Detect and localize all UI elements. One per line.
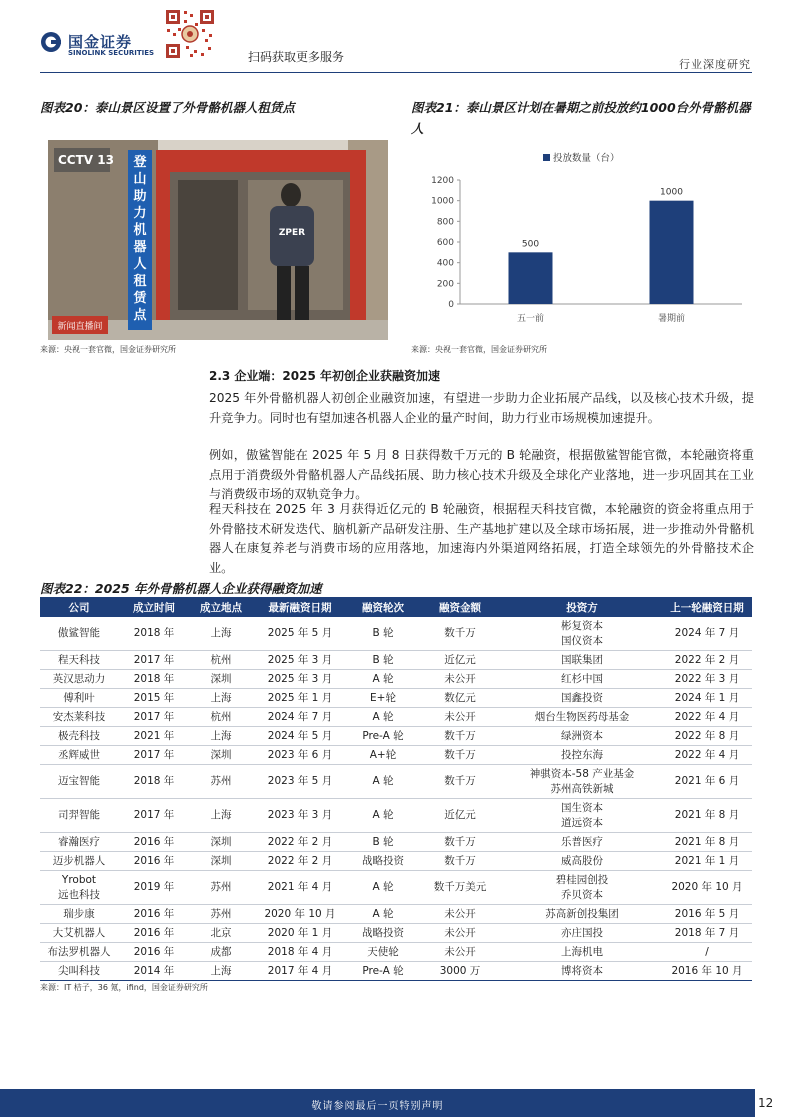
company-logo-text: 国金证券 (68, 33, 133, 51)
photo-cctv-text: CCTV 13 (58, 153, 114, 167)
column-header: 最新融资日期 (252, 597, 348, 617)
table-row (40, 943, 752, 962)
qr-caption: 扫码获取更多服务 (248, 50, 345, 64)
table-cell: 2018 年 7 月 (662, 924, 752, 943)
table-cell: 2025 年 5 月 (252, 617, 348, 651)
figure-22-title: 图表22：2025 年外骨骼机器人企业获得融资加速 (40, 581, 322, 596)
table-cell: 2022 年 3 月 (662, 670, 752, 689)
table-cell: 未公开 (418, 905, 502, 924)
table-cell: 2021 年 (118, 727, 190, 746)
table-cell: 未公开 (418, 670, 502, 689)
table-cell: 2017 年 4 月 (252, 962, 348, 981)
table-cell: 3000 万 (418, 962, 502, 981)
table-row (40, 765, 752, 799)
column-header: 投资方 (502, 597, 662, 617)
table-cell: 2016 年 10 月 (662, 962, 752, 981)
legend-label: 投放数量（台） (553, 153, 620, 164)
table-cell: 2023 年 3 月 (252, 799, 348, 833)
x-tick-label: 暑期前 (657, 314, 686, 324)
table-cell: 程天科技 (40, 651, 118, 670)
footer-disclaimer: 敬请参阅最后一页特别声明 (311, 1101, 444, 1112)
table-cell: 绿洲资本 (502, 727, 662, 746)
table-cell: 深圳 (190, 833, 252, 852)
table-cell: 2022 年 8 月 (662, 727, 752, 746)
y-tick-label: 200 (436, 279, 454, 290)
table-cell: 2024 年 5 月 (252, 727, 348, 746)
table-row (40, 617, 752, 651)
table-cell: 数千万 (418, 833, 502, 852)
table-cell: 博将资本 (502, 962, 662, 981)
column-header: 上一轮融资日期 (662, 597, 752, 617)
svg-text:山: 山 (133, 172, 147, 187)
table-header-row (40, 597, 752, 617)
figure-20-title: 图表20：泰山景区设置了外骨骼机器人租赁点 (40, 100, 295, 115)
svg-text:登: 登 (133, 155, 147, 170)
table-cell: 布法罗机器人 (40, 943, 118, 962)
table-row (40, 746, 752, 765)
paragraph-2: 例如，傲鲨智能在 2025 年 5 月 8 日获得数千万元的 B 轮融资，根据傲鲨智能官微，本轮融资将重点用于消费级外骨骼机器人产品线拓展、助力核心技术升级及全球化产业落地，进一步巩固其在工业与消费级市场的双轨竞争力。 (209, 448, 754, 501)
table-cell: 瑞步康 (40, 905, 118, 924)
table-cell: 2022 年 4 月 (662, 746, 752, 765)
table-cell: 上海 (190, 617, 252, 651)
table-cell: A+轮 (348, 746, 418, 765)
table-cell: 2017 年 (118, 746, 190, 765)
table-cell: 烟台生物医药母基金 (502, 708, 662, 727)
figure-21-title: 图表21：泰山景区计划在暑期之前投放约1000台外骨骼机器人 (411, 100, 751, 136)
deployment-bar-chart (412, 144, 762, 340)
table-cell: 战略投资 (348, 852, 418, 871)
table-cell: 迈步机器人 (40, 852, 118, 871)
table-cell: A 轮 (348, 905, 418, 924)
legend-swatch (543, 154, 550, 161)
table-cell: 2022 年 4 月 (662, 708, 752, 727)
table-cell: 2017 年 (118, 651, 190, 670)
qr-code-icon (164, 8, 216, 60)
table-cell: 2021 年 8 月 (662, 833, 752, 852)
bar-value-label: 1000 (660, 187, 683, 198)
table-cell: 数亿元 (418, 689, 502, 708)
table-cell: 2019 年 (118, 871, 190, 905)
table-cell: 尖叫科技 (40, 962, 118, 981)
table-cell: 睿瀚医疗 (40, 833, 118, 852)
logo-icon (40, 31, 62, 53)
table-cell: 2025 年 3 月 (252, 670, 348, 689)
table-cell: 数千万美元 (418, 871, 502, 905)
table-cell: 2021 年 1 月 (662, 852, 752, 871)
table-cell: 北京 (190, 924, 252, 943)
financing-table (40, 597, 752, 981)
table-cell: 数千万 (418, 617, 502, 651)
y-tick-label: 1000 (431, 196, 454, 207)
table-row (40, 708, 752, 727)
table-cell: 天使轮 (348, 943, 418, 962)
svg-text:助: 助 (133, 189, 147, 204)
table-cell: Pre-A 轮 (348, 727, 418, 746)
table-row (40, 852, 752, 871)
x-tick-label: 五一前 (516, 314, 545, 324)
table-cell: 2025 年 3 月 (252, 651, 348, 670)
table-cell: 数千万 (418, 765, 502, 799)
table-cell: 未公开 (418, 943, 502, 962)
table-cell: 傅利叶 (40, 689, 118, 708)
table-cell: 2016 年 (118, 852, 190, 871)
bar-0 (509, 252, 553, 304)
table-cell: 国生资本 道远资本 (502, 799, 662, 833)
table-cell: 2016 年 5 月 (662, 905, 752, 924)
table-cell: 2022 年 2 月 (252, 833, 348, 852)
svg-text:租: 租 (133, 274, 147, 289)
table-cell: 极壳科技 (40, 727, 118, 746)
table-cell: 2022 年 2 月 (252, 852, 348, 871)
figure-22-source: 来源：IT 桔子，36 氪，ifind，国金证券研究所 (40, 983, 208, 992)
table-cell: 2021 年 4 月 (252, 871, 348, 905)
table-cell: 国鑫投资 (502, 689, 662, 708)
table-cell: 2021 年 8 月 (662, 799, 752, 833)
rental-booth-photo (48, 140, 388, 340)
svg-text:力: 力 (133, 206, 147, 221)
y-tick-label: 400 (436, 258, 454, 269)
table-cell: E+轮 (348, 689, 418, 708)
table-cell: 深圳 (190, 852, 252, 871)
table-cell: 2016 年 (118, 943, 190, 962)
table-cell: A 轮 (348, 765, 418, 799)
page-number: 12 (758, 1096, 774, 1110)
table-cell: 2016 年 (118, 905, 190, 924)
table-cell: 2024 年 1 月 (662, 689, 752, 708)
table-cell: 2018 年 (118, 617, 190, 651)
header-divider (40, 72, 752, 73)
table-cell: B 轮 (348, 833, 418, 852)
figure-21-source: 来源：央视一套官微，国金证券研究所 (411, 345, 547, 354)
table-cell: 深圳 (190, 670, 252, 689)
table-cell: 2018 年 (118, 765, 190, 799)
table-row (40, 905, 752, 924)
table-cell: 2016 年 (118, 924, 190, 943)
table-cell: A 轮 (348, 670, 418, 689)
table-row (40, 651, 752, 670)
table-cell: 彬复资本 国仪资本 (502, 617, 662, 651)
table-cell: 苏州 (190, 871, 252, 905)
table-cell: 2023 年 6 月 (252, 746, 348, 765)
table-cell: / (662, 943, 752, 962)
table-cell: 2017 年 (118, 799, 190, 833)
table-cell: 傲鲨智能 (40, 617, 118, 651)
table-cell: 2023 年 5 月 (252, 765, 348, 799)
table-cell: 2025 年 1 月 (252, 689, 348, 708)
table-cell: 杭州 (190, 708, 252, 727)
table-cell: 2015 年 (118, 689, 190, 708)
table-row (40, 670, 752, 689)
table-cell: 成都 (190, 943, 252, 962)
report-type-label: 行业深度研究 (679, 58, 751, 71)
table-cell: 未公开 (418, 924, 502, 943)
column-header: 成立地点 (190, 597, 252, 617)
table-cell: 杭州 (190, 651, 252, 670)
table-cell: 上海 (190, 727, 252, 746)
table-cell: 碧桂园创投 乔贝资本 (502, 871, 662, 905)
table-cell: 2024 年 7 月 (662, 617, 752, 651)
table-cell: 近亿元 (418, 799, 502, 833)
table-cell: 2022 年 2 月 (662, 651, 752, 670)
table-cell: 上海机电 (502, 943, 662, 962)
table-cell: 2014 年 (118, 962, 190, 981)
svg-text:人: 人 (133, 257, 147, 272)
table-cell: 亦庄国投 (502, 924, 662, 943)
table-cell: 迈宝智能 (40, 765, 118, 799)
table-cell: 大艾机器人 (40, 924, 118, 943)
table-cell: 苏州 (190, 765, 252, 799)
table-cell: B 轮 (348, 651, 418, 670)
table-cell: 红杉中国 (502, 670, 662, 689)
table-cell: A 轮 (348, 799, 418, 833)
y-tick-label: 800 (436, 217, 454, 228)
table-cell: 2024 年 7 月 (252, 708, 348, 727)
column-header: 融资轮次 (348, 597, 418, 617)
paragraph-3: 程天科技在 2025 年 3 月获得近亿元的 B 轮融资，根据程天科技官微，本轮融资的资金将重点用于外骨骼技术研发迭代、脑机新产品研发注册、生产基地扩建以及全球市场拓展，进一步推动外骨骼机器人在康复养老与消费市场的应用落地，加速海内外渠道网络拓展，打造全球领先的外骨骼技术企业。 (209, 502, 754, 575)
y-tick-label: 0 (448, 300, 454, 310)
bar-value-label: 500 (521, 239, 540, 250)
table-cell: 2020 年 1 月 (252, 924, 348, 943)
table-cell: 2016 年 (118, 833, 190, 852)
bar-1 (650, 201, 694, 304)
table-cell: A 轮 (348, 871, 418, 905)
table-cell: 苏高新创投集团 (502, 905, 662, 924)
figure-20-source: 来源：央视一套官微，国金证券研究所 (40, 345, 176, 354)
table-cell: 数千万 (418, 746, 502, 765)
table-cell: 司羿智能 (40, 799, 118, 833)
table-cell: 2020 年 10 月 (252, 905, 348, 924)
table-cell: 2017 年 (118, 708, 190, 727)
column-header: 成立时间 (118, 597, 190, 617)
table-cell: 投控东海 (502, 746, 662, 765)
table-cell: 威高股份 (502, 852, 662, 871)
table-row (40, 962, 752, 981)
table-cell: 乐普医疗 (502, 833, 662, 852)
table-row (40, 727, 752, 746)
table-cell: B 轮 (348, 617, 418, 651)
table-cell: 国联集团 (502, 651, 662, 670)
table-cell: 丞辉威世 (40, 746, 118, 765)
table-row (40, 871, 752, 905)
y-tick-label: 600 (436, 238, 454, 248)
table-cell: 上海 (190, 799, 252, 833)
table-cell: 近亿元 (418, 651, 502, 670)
table-cell: 上海 (190, 689, 252, 708)
svg-text:点: 点 (133, 308, 147, 323)
table-cell: 上海 (190, 962, 252, 981)
table-cell: 安杰莱科技 (40, 708, 118, 727)
table-row (40, 924, 752, 943)
section-heading: 2.3 企业端：2025 年初创企业获融资加速 (209, 369, 441, 383)
svg-text:赁: 赁 (133, 291, 147, 306)
table-cell: 战略投资 (348, 924, 418, 943)
svg-text:器: 器 (133, 240, 147, 255)
table-cell: 苏州 (190, 905, 252, 924)
table-cell: 2020 年 10 月 (662, 871, 752, 905)
table-cell: 数千万 (418, 727, 502, 746)
paragraph-1: 2025 年外骨骼机器人初创企业融资加速，有望进一步助力企业拓展产品线，以及核心技术升级，提升竞争力。同时也有望加速各机器人企业的量产时间，助力行业市场规模加速提升。 (209, 391, 754, 425)
table-cell: 数千万 (418, 852, 502, 871)
table-row (40, 799, 752, 833)
table-cell: 2018 年 4 月 (252, 943, 348, 962)
column-header: 公司 (40, 597, 118, 617)
table-cell: 英汉思动力 (40, 670, 118, 689)
table-cell: Pre-A 轮 (348, 962, 418, 981)
table-row (40, 833, 752, 852)
table-cell: 深圳 (190, 746, 252, 765)
photo-news-label: 新闻直播间 (57, 322, 103, 332)
table-cell: 神骐资本-58 产业基金 苏州高铁新城 (502, 765, 662, 799)
company-logo-english: SINOLINK SECURITIES (68, 49, 155, 57)
table-cell: 2018 年 (118, 670, 190, 689)
table-cell: Yrobot 远也科技 (40, 871, 118, 905)
photo-jacket-text: ZPER (278, 228, 306, 238)
column-header: 融资金额 (418, 597, 502, 617)
svg-text:机: 机 (133, 223, 147, 238)
table-cell: 2021 年 6 月 (662, 765, 752, 799)
y-tick-label: 1200 (431, 176, 454, 186)
table-cell: 未公开 (418, 708, 502, 727)
table-row (40, 689, 752, 708)
table-cell: A 轮 (348, 708, 418, 727)
